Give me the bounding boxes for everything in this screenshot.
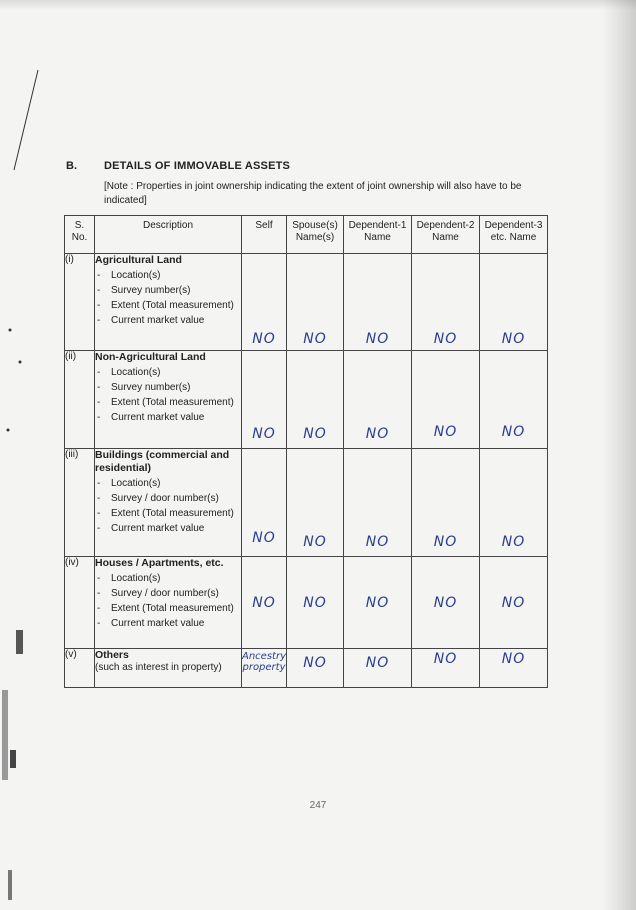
row-sno: (iv) [65, 557, 95, 649]
row-category: Houses / Apartments, etc. [95, 557, 224, 569]
cell-dependent-3 [480, 351, 548, 449]
list-item: - Location(s) [95, 367, 241, 379]
handwritten-entry: NO [365, 655, 390, 671]
row-description [95, 557, 242, 649]
row-category: Buildings (commercial and residential) [95, 449, 230, 474]
list-item: - Current market value [95, 618, 241, 630]
table-row [65, 557, 548, 649]
row-subtext: (such as interest in property) [95, 662, 222, 673]
handwritten-entry: Ancestry property [242, 651, 286, 673]
scan-right-edge-shadow [602, 0, 636, 910]
row-sno: (i) [65, 254, 95, 351]
immovable-assets-table [64, 215, 548, 688]
section-title: DETAILS OF IMMOVABLE ASSETS [104, 160, 291, 172]
header-self: Self [242, 216, 287, 254]
list-item: - Extent (Total measurement) [95, 300, 241, 312]
cell-dependent-2 [412, 449, 480, 557]
list-item: - Extent (Total measurement) [95, 603, 241, 615]
scan-margin-marks [0, 0, 40, 910]
handwritten-entry: NO [501, 534, 526, 550]
row-category: Non-Agricultural Land [95, 351, 206, 363]
list-item: - Current market value [95, 315, 241, 327]
handwritten-entry: NO [433, 595, 458, 611]
handwritten-entry: NO [303, 426, 327, 442]
handwritten-entry: NO [252, 530, 276, 546]
cell-dependent-2 [412, 351, 480, 449]
list-item: - Survey number(s) [95, 382, 241, 394]
handwritten-entry: NO [252, 331, 276, 347]
row-sno: (iii) [65, 449, 95, 557]
header-dependent-1: Dependent-1 Name [344, 216, 412, 254]
handwritten-entry: NO [252, 426, 276, 442]
handwritten-entry: NO [365, 534, 390, 550]
cell-spouse [287, 557, 344, 649]
row-description [95, 254, 242, 351]
cell-dependent-3 [480, 557, 548, 649]
cell-dependent-1 [344, 351, 412, 449]
cell-self [242, 351, 287, 449]
header-dependent-2: Dependent-2 Name [412, 216, 480, 254]
row-sno: (ii) [65, 351, 95, 449]
handwritten-entry: NO [365, 426, 390, 442]
row-description [95, 649, 242, 688]
handwritten-entry: NO [252, 595, 276, 611]
handwritten-entry: NO [433, 534, 458, 550]
handwritten-entry: NO [365, 331, 390, 347]
list-item: - Location(s) [95, 478, 241, 490]
handwritten-entry: NO [433, 331, 458, 347]
list-item: - Survey / door number(s) [95, 588, 241, 600]
list-item: - Current market value [95, 412, 241, 424]
header-spouse: Spouse(s) Name(s) [287, 216, 344, 254]
row-description [95, 449, 242, 557]
row-category: Agricultural Land [95, 254, 182, 266]
handwritten-entry: NO [303, 655, 327, 671]
table-row [65, 351, 548, 449]
cell-self [242, 557, 287, 649]
list-item: - Location(s) [95, 573, 241, 585]
cell-dependent-2 [412, 649, 480, 688]
handwritten-entry: NO [501, 424, 526, 440]
handwritten-entry: NO [433, 424, 458, 440]
table-row [65, 449, 548, 557]
cell-dependent-3 [480, 649, 548, 688]
handwritten-entry: NO [365, 595, 390, 611]
cell-self [242, 649, 287, 688]
cell-dependent-3 [480, 254, 548, 351]
cell-self [242, 449, 287, 557]
list-item: - Survey number(s) [95, 285, 241, 297]
handwritten-entry: NO [433, 651, 458, 667]
list-item: - Survey / door number(s) [95, 493, 241, 505]
cell-dependent-1 [344, 449, 412, 557]
table-header-row [65, 216, 548, 254]
handwritten-entry: NO [501, 595, 526, 611]
section-letter: B. [66, 160, 77, 172]
section-note: [Note : Properties in joint ownership indicating the extent of joint ownership will also have to be indicated] [104, 181, 522, 206]
page-number: 247 [309, 800, 327, 811]
row-description [95, 351, 242, 449]
list-item: - Extent (Total measurement) [95, 508, 241, 520]
header-sno: S. No. [65, 216, 95, 254]
handwritten-entry: NO [501, 651, 526, 667]
row-sno: (v) [65, 649, 95, 688]
scan-top-shadow [0, 0, 636, 10]
header-dependent-3: Dependent-3 etc. Name [480, 216, 548, 254]
cell-spouse [287, 449, 344, 557]
list-item: - Current market value [95, 523, 241, 535]
cell-dependent-2 [412, 254, 480, 351]
header-description: Description [95, 216, 242, 254]
handwritten-entry: NO [501, 331, 526, 347]
handwritten-entry: NO [303, 331, 327, 347]
cell-dependent-3 [480, 449, 548, 557]
handwritten-entry: NO [303, 595, 327, 611]
cell-spouse [287, 351, 344, 449]
row-category: Others [95, 649, 129, 661]
table-row [65, 254, 548, 351]
cell-dependent-1 [344, 649, 412, 688]
handwritten-entry: NO [303, 534, 327, 550]
list-item: - Location(s) [95, 270, 241, 282]
cell-spouse [287, 254, 344, 351]
cell-dependent-2 [412, 557, 480, 649]
cell-dependent-1 [344, 254, 412, 351]
cell-spouse [287, 649, 344, 688]
cell-self [242, 254, 287, 351]
table-row [65, 649, 548, 688]
list-item: - Extent (Total measurement) [95, 397, 241, 409]
cell-dependent-1 [344, 557, 412, 649]
